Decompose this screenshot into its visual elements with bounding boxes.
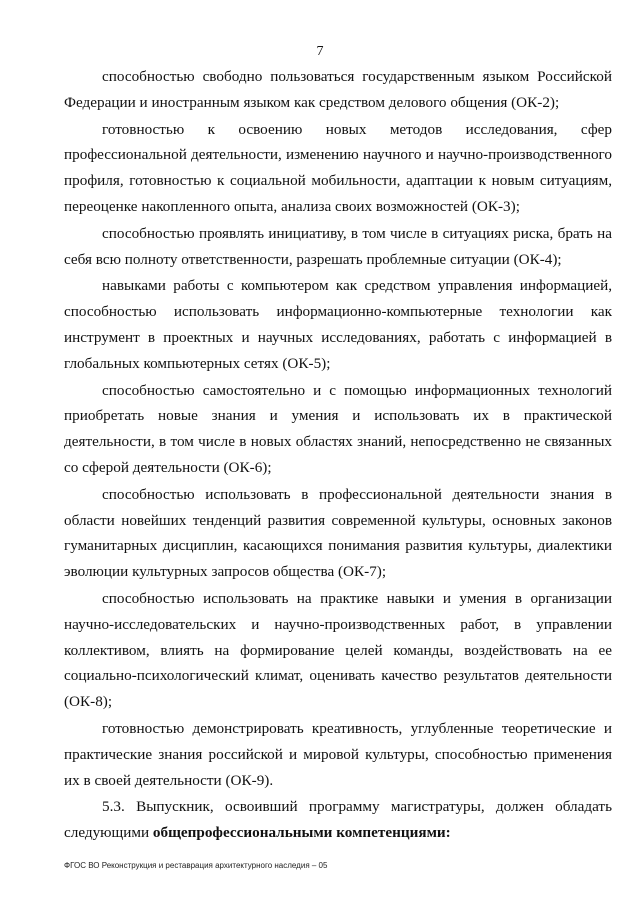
page-number: 7 (316, 44, 324, 59)
paragraph-ok-9: готовностью демонстрировать креативность, углубленные теоретические и практические знания российской и мировой культуры, способностью применения их в своей деятельности (ОК-9). (64, 719, 612, 789)
paragraph-ok-8: способностью использовать на практике навыки и умения в организации научно-исследовательских и научно-производственных работ, в управлении коллективом, влиять на формирование целей команды, воздействовать на ее социально-психологический климат, оценивать качество результатов деятельности (ОК-8); (64, 589, 612, 711)
paragraph-ok-5: навыками работы с компьютером как средством управления информацией, способностью использовать информационно-компьютерные технологии как инструмент в проектных и научных исследованиях, работать с информацией в глобальных компьютерных сетях (ОК-5); (64, 277, 612, 372)
paragraph-ok-6: способностью самостоятельно и с помощью информационных технологий приобретать новые знания и умения и использовать их в практической деятельности, в том числе в новых областях знаний, непосредственно не связанных со сферой деятельности (ОК-6); (64, 381, 612, 476)
section-5-3-text: 5.3. Выпускник, освоивший программу магистратуры, должен обладать следующими (64, 798, 612, 842)
paragraph-ok-3: готовностью к освоению новых методов исследования, сфер профессиональной деятельности, изменению научного и научно-производственного профиля, готовностью к социальной мобильности, адаптации к новым ситуациям, переоценке накопленного опыта, анализа своих возможностей (ОК-3); (64, 120, 612, 215)
page-footer: ФГОС ВО Реконструкция и реставрация архитектурного наследия – 05 (64, 861, 328, 870)
section-5-3 (64, 794, 612, 846)
section-5-3-bold: общепрофессиональными компетенциями: (152, 824, 451, 842)
paragraph-ok-4: способностью проявлять инициативу, в том числе в ситуациях риска, брать на себя всю полноту ответственности, разрешать проблемные ситуации (ОК-4); (64, 224, 612, 268)
paragraph-ok-2: способностью свободно пользоваться государственным языком Российской Федерации и иностранным языком как средством делового общения (ОК-2); (64, 68, 612, 111)
paragraph-ok-7: способностью использовать в профессиональной деятельности знания в области новейших тенденций развития современной культуры, основных законов гуманитарных дисциплин, касающихся понимания развития культуры, диалектики эволюции культурных запросов общества (ОК-7); (64, 485, 612, 581)
document-body (64, 64, 612, 846)
